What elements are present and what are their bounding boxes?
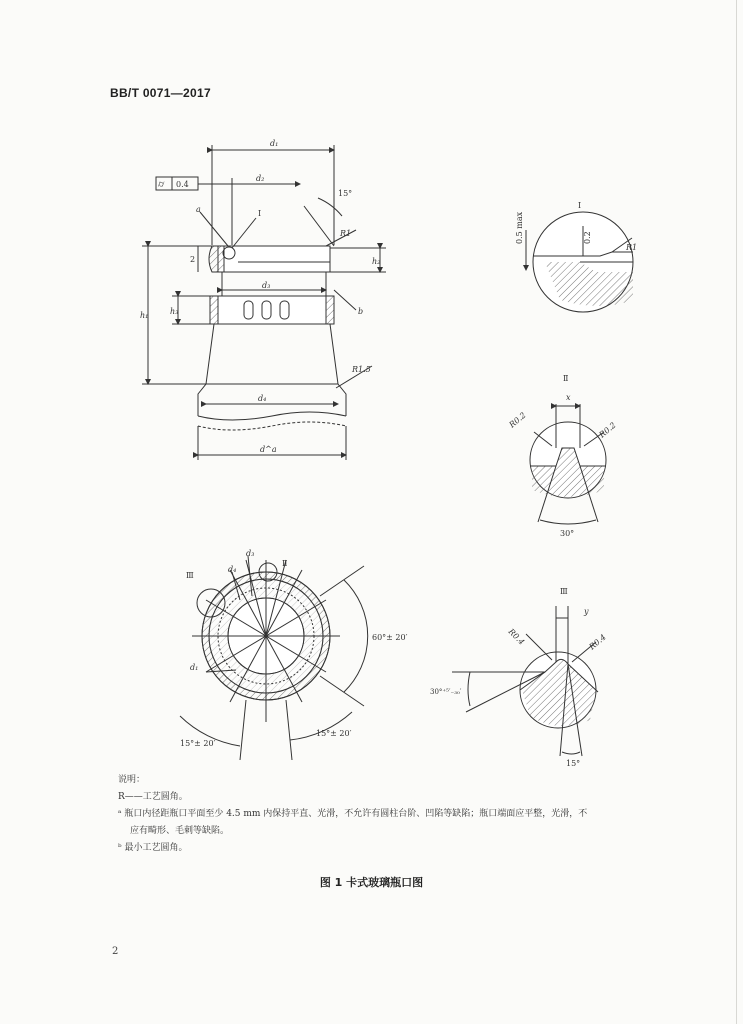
bottom-label-d3: d₃ — [246, 549, 255, 558]
label-0-2: 0.2 — [583, 231, 592, 244]
detail-III-title: Ⅲ — [560, 587, 568, 596]
bottom-label-d4: d₄ — [228, 565, 237, 574]
label-h2: h₂ — [372, 257, 381, 266]
detail-III-r-left: R0.4 — [506, 627, 527, 647]
note-item: R——工艺圆角。 — [118, 792, 188, 802]
label-detail-1: I — [258, 209, 262, 218]
label-flatness-tolerance: 0.4 — [176, 180, 189, 189]
note-item: ᵇ 最小工艺圆角。 — [118, 843, 188, 853]
detail-I-r1: R1 — [626, 243, 638, 252]
label-d-star: d^a — [260, 445, 277, 454]
detail-III-angle: 30°⁺⁵′₋₃₀′ — [430, 688, 462, 696]
label-note-a: a — [196, 205, 201, 214]
detail-II-r-left: R0.2 — [507, 410, 528, 430]
label-h1: h₁ — [140, 311, 149, 320]
label-r1-5: R1.5 — [352, 365, 371, 374]
label-r1: R1 — [340, 229, 352, 238]
note-item: 应有畸形、毛刺等缺陷。 — [130, 826, 230, 836]
detail-III — [452, 606, 598, 756]
label-note-b: b — [358, 307, 364, 316]
notes-title: 说明： — [118, 775, 146, 785]
notes-block — [118, 772, 678, 857]
page-number: 2 — [112, 946, 119, 957]
bottom-detail-III: Ⅲ — [186, 571, 194, 580]
flatness-symbol-icon: ⌭ — [158, 180, 165, 190]
note-item: ᵃ 瓶口内径距瓶口平面至少 4.5 mm 内保持平直、光滑，不允许有圆柱台阶、凹陷等缺陷；瓶口端面应平整，光滑，不 — [118, 809, 588, 819]
label-h3: h₃ — [170, 307, 179, 316]
label-d3: d₃ — [262, 281, 271, 290]
label-dim-2: 2 — [190, 255, 196, 264]
figure-caption: 图 1 卡式玻璃瓶口图 — [319, 876, 424, 889]
detail-I — [526, 212, 633, 312]
detail-III-r-right: R0.4 — [587, 632, 608, 652]
label-d1: d₁ — [270, 139, 279, 148]
detail-II-title: Ⅱ — [563, 374, 569, 383]
label-y: y — [584, 607, 589, 616]
label-d4: d₄ — [258, 394, 267, 403]
detail-II-angle: 30° — [560, 529, 575, 538]
detail-II — [530, 404, 606, 524]
label-d2: d₂ — [256, 174, 265, 183]
bottom-detail-II: Ⅱ — [282, 559, 288, 568]
bottom-label-d1: d₁ — [190, 663, 199, 672]
label-x: x — [566, 393, 571, 402]
bottom-angle-right-lower: 15°± 20′ — [316, 729, 352, 738]
bottom-angle-left: 15°± 20′ — [180, 739, 216, 748]
detail-III-angle-bottom: 15° — [566, 759, 581, 768]
label-0-5-max: 0.5 max — [515, 211, 524, 244]
standard-code: BB/T 0071—2017 — [110, 86, 211, 100]
bottom-angle-right: 60°± 20′ — [372, 633, 408, 642]
detail-I-title: I — [578, 201, 582, 210]
label-angle-15: 15° — [338, 189, 353, 198]
detail-II-r-right: R0.2 — [597, 420, 618, 440]
